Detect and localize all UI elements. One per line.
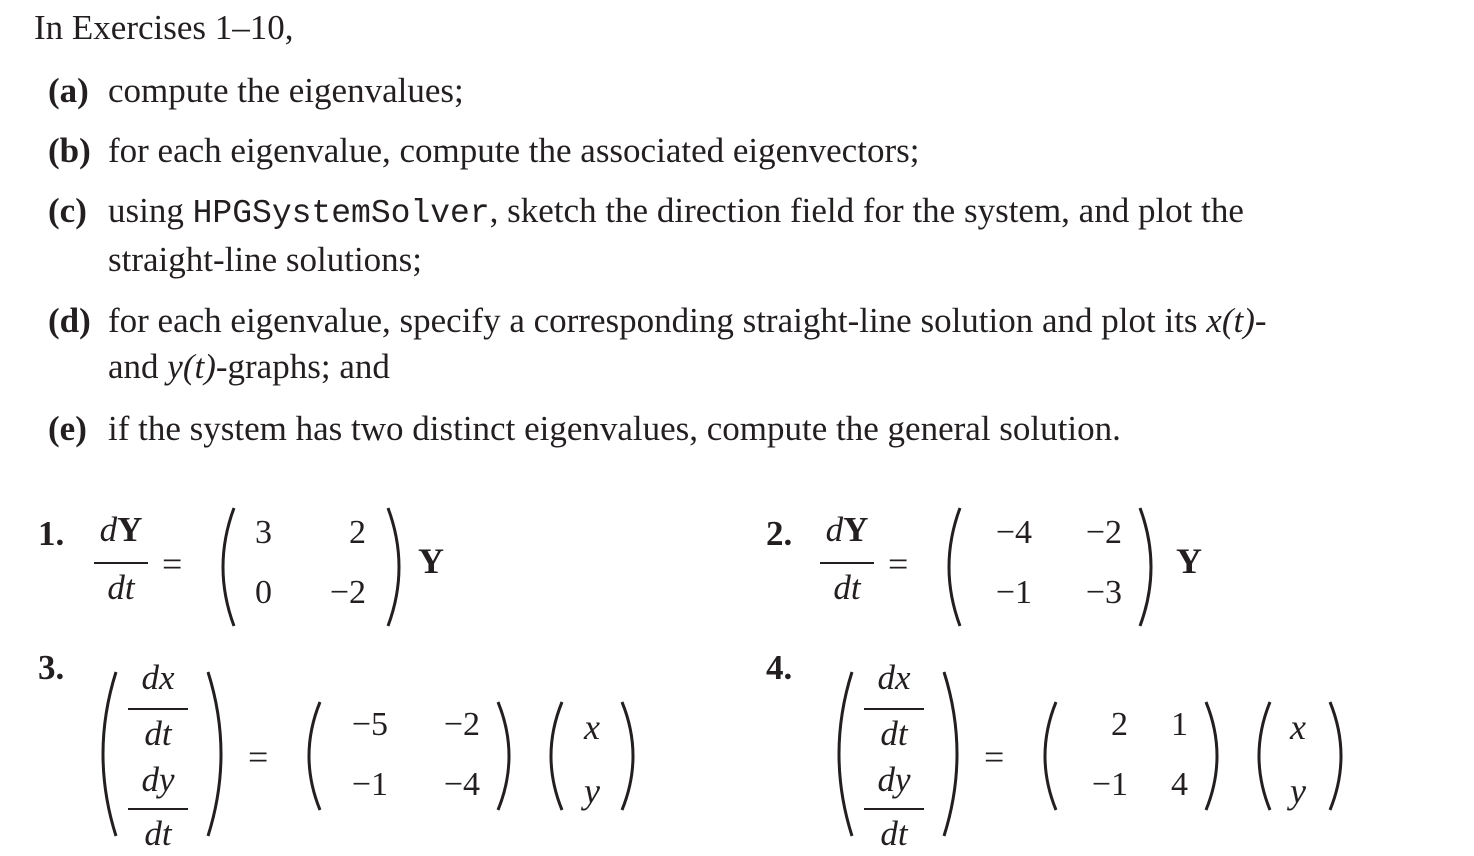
left-paren: [1246, 700, 1276, 812]
instruction-text: if the system has two distinct eigenvalues, compute the general solution.: [108, 409, 1121, 448]
instruction-text: for each eigenvalue, compute the associated eigenvectors;: [108, 131, 920, 170]
instruction-label: (a): [48, 71, 89, 110]
problem-number: 2.: [766, 514, 793, 553]
matrix-cell: 0: [255, 574, 272, 611]
matrix-cell: −5: [351, 706, 388, 743]
matrix-cell: −2: [443, 706, 480, 743]
matrix-cell: −3: [1085, 574, 1122, 611]
instruction-label: (d): [48, 301, 91, 340]
left-paren: [90, 670, 120, 838]
matrix-cell: −1: [1091, 766, 1128, 803]
vector-Y: Y: [418, 541, 444, 581]
matrix-cell: 2: [1111, 706, 1128, 743]
matrix-cell: −1: [995, 574, 1032, 611]
left-paren: [538, 700, 568, 812]
left-paren: [826, 670, 856, 838]
vector-y: y: [584, 771, 600, 811]
matrix-cell: 1: [1171, 706, 1188, 743]
intro-text: In Exercises 1–10,: [34, 8, 294, 47]
problem-number: 4.: [766, 648, 793, 687]
right-paren: [1326, 700, 1356, 812]
instruction-text: for each eigenvalue, specify a corresponding straight-line solution and plot its x(t)- and y(t)-graphs; and: [108, 301, 1267, 386]
matrix-cell: 2: [349, 514, 366, 551]
matrix-cell: −4: [443, 766, 480, 803]
equals-sign: =: [248, 737, 269, 777]
right-paren: [618, 700, 648, 812]
matrix-cell: −2: [329, 574, 366, 611]
matrix-cell: 3: [255, 514, 272, 551]
vector-y: y: [1290, 771, 1306, 811]
instruction-label: (e): [48, 409, 87, 448]
vector-x: x: [584, 707, 600, 747]
matrix-cell: −2: [1085, 514, 1122, 551]
vector-x: x: [1290, 707, 1306, 747]
right-paren: [940, 670, 970, 838]
matrix-cell: −4: [995, 514, 1032, 551]
right-paren: [1136, 506, 1166, 628]
equals-sign: =: [888, 544, 909, 584]
instruction-label: (b): [48, 131, 91, 170]
software-name: HPGSystemSolver: [192, 195, 490, 232]
matrix-cell: −1: [351, 766, 388, 803]
right-paren: [1202, 700, 1232, 812]
left-paren: [936, 506, 966, 628]
instruction-label: (c): [48, 191, 87, 230]
equals-sign: =: [984, 737, 1005, 777]
matrix-cell: 4: [1171, 766, 1188, 803]
equals-sign: =: [162, 544, 183, 584]
instruction-text: using HPGSystemSolver, sketch the direction field for the system, and plot the straight-line solutions;: [108, 191, 1244, 279]
vector-Y: Y: [1176, 541, 1202, 581]
problem-number: 3.: [38, 648, 65, 687]
right-paren: [494, 700, 524, 812]
left-paren: [296, 700, 326, 812]
left-paren: [1032, 700, 1062, 812]
right-paren: [384, 506, 414, 628]
problem-number: 1.: [38, 514, 65, 553]
right-paren: [204, 670, 234, 838]
instruction-text: compute the eigenvalues;: [108, 71, 464, 110]
